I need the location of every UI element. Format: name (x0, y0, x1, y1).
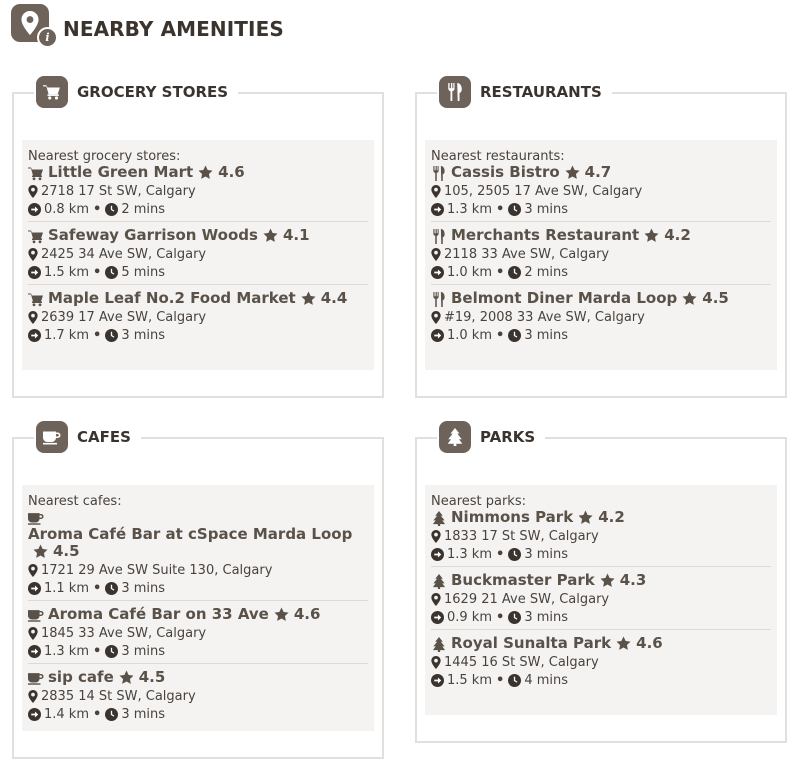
clock-icon (508, 266, 521, 279)
item-name-row (28, 669, 368, 686)
item-address: 2118 33 Ave SW, Calgary (444, 247, 610, 262)
item-time: 3 mins (524, 610, 569, 625)
item-distance: 1.0 km (447, 328, 492, 343)
cart-icon (28, 166, 44, 181)
tree-icon (431, 637, 447, 652)
rating-value: 4.5 (53, 542, 80, 560)
item-time: 2 mins (121, 202, 166, 217)
coffee-cup-icon (28, 608, 44, 623)
item-name[interactable]: Aroma Café Bar at cSpace Marda Loop (28, 525, 353, 543)
fork-knife-icon (431, 166, 447, 181)
map-pin-icon (28, 185, 38, 198)
item-distance: 0.9 km (447, 610, 492, 625)
map-pin-icon (431, 593, 441, 606)
item-name[interactable]: Royal Sunalta Park (451, 634, 612, 652)
item-distance: 1.3 km (44, 644, 89, 659)
star-icon (616, 636, 631, 651)
list-lead: Nearest restaurants: (431, 149, 565, 164)
parks-section (415, 428, 787, 743)
section-title: PARKS (480, 428, 536, 446)
item-distance-row (28, 644, 368, 659)
rating (301, 290, 348, 307)
map-pin-icon (28, 690, 38, 703)
item-name-row (28, 606, 368, 623)
item-name[interactable]: Maple Leaf No.2 Food Market (48, 289, 296, 307)
item-name[interactable]: Belmont Diner Marda Loop (451, 289, 678, 307)
item-name-row (431, 227, 771, 244)
item-name-row (28, 164, 368, 181)
map-pin-icon (28, 248, 38, 261)
item-name[interactable]: sip cafe (48, 668, 114, 686)
item-name[interactable]: Cassis Bistro (451, 163, 560, 181)
fork-knife-icon (439, 76, 471, 108)
item-distance-row (28, 581, 368, 596)
list-item[interactable] (28, 664, 368, 726)
star-icon (198, 165, 213, 180)
item-time: 3 mins (524, 547, 569, 562)
separator-dot: • (496, 673, 505, 688)
clock-icon (508, 611, 521, 624)
map-pin-icon (431, 656, 441, 669)
star-icon (682, 291, 697, 306)
item-name-row (431, 572, 771, 589)
item-address: 1845 33 Ave SW, Calgary (41, 626, 207, 641)
item-address: 2835 14 St SW, Calgary (41, 689, 196, 704)
item-address: 1445 16 St SW, Calgary (444, 655, 599, 670)
item-time: 4 mins (524, 673, 569, 688)
rating (616, 635, 663, 652)
item-address-row (28, 689, 368, 704)
item-distance-row (431, 547, 771, 562)
direction-arrow-icon (28, 582, 41, 595)
grocery-section (12, 83, 384, 398)
separator-dot: • (93, 581, 102, 596)
cart-icon (28, 292, 44, 307)
rating-value: 4.1 (282, 226, 310, 244)
item-address: #19, 2008 33 Ave SW, Calgary (444, 310, 645, 325)
item-distance-row (28, 707, 368, 722)
map-pin-icon (431, 311, 441, 324)
star-icon (578, 510, 593, 525)
item-address-row (431, 184, 771, 199)
separator-dot: • (496, 328, 505, 343)
item-address-row (28, 563, 368, 578)
item-address: 1629 21 Ave SW, Calgary (444, 592, 610, 607)
item-time: 3 mins (524, 202, 569, 217)
item-time: 3 mins (121, 581, 166, 596)
rating-value: 4.6 (636, 634, 663, 652)
rating-value: 4.2 (598, 508, 625, 526)
rating-value: 4.6 (218, 163, 245, 181)
item-distance-row (431, 610, 771, 625)
page-title: NEARBY AMENITIES (63, 17, 284, 41)
coffee-cup-icon (36, 421, 68, 453)
map-pin-icon (28, 627, 38, 640)
rating (565, 164, 612, 181)
item-distance-row (431, 265, 771, 280)
item-name[interactable]: Merchants Restaurant (451, 226, 640, 244)
item-distance: 1.1 km (44, 581, 89, 596)
clock-icon (105, 582, 118, 595)
parks-header (439, 421, 545, 453)
direction-arrow-icon (431, 266, 444, 279)
item-distance: 1.5 km (44, 265, 89, 280)
item-distance-row (431, 202, 771, 217)
separator-dot: • (93, 202, 102, 217)
item-address: 1833 17 St SW, Calgary (444, 529, 599, 544)
list-lead: Nearest grocery stores: (28, 149, 181, 164)
item-time: 5 mins (121, 265, 166, 280)
list-item[interactable] (28, 222, 368, 285)
item-address-row (28, 247, 368, 262)
tree-icon (431, 511, 447, 526)
item-distance: 0.8 km (44, 202, 89, 217)
cart-icon (36, 76, 68, 108)
separator-dot: • (496, 547, 505, 562)
list-item[interactable] (431, 164, 771, 222)
cafes-section (12, 428, 384, 759)
rating (644, 227, 691, 244)
item-address: 2425 34 Ave SW, Calgary (41, 247, 207, 262)
item-name-row (431, 635, 771, 652)
separator-dot: • (496, 610, 505, 625)
clock-icon (508, 548, 521, 561)
item-distance-row (28, 202, 368, 217)
list-item[interactable] (28, 164, 368, 222)
clock-icon (105, 708, 118, 721)
direction-arrow-icon (28, 329, 41, 342)
rating (263, 227, 310, 244)
item-time: 3 mins (121, 707, 166, 722)
tree-icon (431, 574, 447, 589)
item-time: 3 mins (121, 328, 166, 343)
map-pin-icon (431, 185, 441, 198)
item-distance-row (431, 328, 771, 343)
item-distance-row (28, 265, 368, 280)
map-pin-icon (431, 248, 441, 261)
star-icon (33, 544, 48, 559)
rating (578, 509, 625, 526)
star-icon (274, 607, 289, 622)
item-address-row (28, 184, 368, 199)
rating (600, 572, 647, 589)
direction-arrow-icon (431, 548, 444, 561)
map-pin-icon (28, 564, 38, 577)
star-icon (263, 228, 278, 243)
cafes-list (22, 485, 374, 731)
rating-value: 4.5 (138, 668, 166, 686)
item-distance: 1.5 km (447, 673, 492, 688)
list-lead: Nearest cafes: (28, 494, 122, 509)
list-item[interactable] (431, 285, 771, 347)
clock-icon (105, 203, 118, 216)
item-address: 2639 17 Ave SW, Calgary (41, 310, 207, 325)
grocery-header (36, 76, 238, 108)
rating (33, 543, 80, 560)
item-name[interactable]: Nimmons Park (451, 508, 574, 526)
direction-arrow-icon (28, 266, 41, 279)
rating (198, 164, 245, 181)
item-address-row (431, 655, 771, 670)
restaurants-section (415, 83, 787, 398)
coffee-cup-icon (28, 671, 44, 686)
separator-dot: • (93, 707, 102, 722)
coffee-cup-icon (28, 511, 44, 526)
separator-dot: • (496, 265, 505, 280)
direction-arrow-icon (28, 203, 41, 216)
star-icon (119, 670, 134, 685)
direction-arrow-icon (431, 611, 444, 624)
item-name-row (431, 164, 771, 181)
item-name-row (431, 509, 771, 526)
item-distance: 1.0 km (447, 265, 492, 280)
rating-value: 4.6 (293, 605, 321, 623)
section-title: GROCERY STORES (77, 83, 229, 101)
item-distance: 1.3 km (447, 202, 492, 217)
list-item[interactable] (28, 509, 368, 601)
page-header (11, 5, 284, 45)
restaurants-list (425, 140, 777, 370)
star-icon (565, 165, 580, 180)
item-distance-row (28, 328, 368, 343)
rating (274, 606, 321, 623)
direction-arrow-icon (28, 708, 41, 721)
section-title: CAFES (77, 428, 131, 446)
rating-value: 4.5 (702, 289, 729, 307)
direction-arrow-icon (431, 329, 444, 342)
rating (119, 669, 166, 686)
item-time: 3 mins (524, 328, 569, 343)
list-item[interactable] (431, 222, 771, 285)
item-name-row (28, 290, 368, 307)
item-address-row (431, 529, 771, 544)
clock-icon (105, 266, 118, 279)
tree-icon (439, 421, 471, 453)
location-info-icon: i (11, 2, 59, 48)
item-time: 2 mins (524, 265, 569, 280)
item-address-row (28, 310, 368, 325)
clock-icon (105, 645, 118, 658)
list-item[interactable] (28, 285, 368, 347)
separator-dot: • (93, 328, 102, 343)
rating-value: 4.2 (664, 226, 691, 244)
item-name[interactable]: Aroma Café Bar on 33 Ave (48, 605, 269, 623)
item-address: 1721 29 Ave SW Suite 130, Calgary (41, 563, 273, 578)
item-address-row (431, 247, 771, 262)
item-distance-row (431, 673, 771, 688)
item-name[interactable]: Little Green Mart (48, 163, 194, 181)
fork-knife-icon (431, 292, 447, 307)
direction-arrow-icon (431, 674, 444, 687)
clock-icon (508, 329, 521, 342)
list-item[interactable] (28, 601, 368, 664)
list-item[interactable] (431, 509, 771, 567)
rating-value: 4.7 (584, 163, 612, 181)
separator-dot: • (93, 265, 102, 280)
item-time: 3 mins (121, 644, 166, 659)
restaurants-header (439, 76, 612, 108)
item-address-row (431, 592, 771, 607)
star-icon (600, 573, 615, 588)
clock-icon (105, 329, 118, 342)
item-distance: 1.3 km (447, 547, 492, 562)
parks-list (425, 485, 777, 715)
cafes-header (36, 421, 141, 453)
item-address: 105, 2505 17 Ave SW, Calgary (444, 184, 643, 199)
item-address: 2718 17 St SW, Calgary (41, 184, 196, 199)
separator-dot: • (496, 202, 505, 217)
list-item[interactable] (431, 567, 771, 630)
star-icon (644, 228, 659, 243)
list-lead: Nearest parks: (431, 494, 526, 509)
direction-arrow-icon (431, 203, 444, 216)
cart-icon (28, 229, 44, 244)
fork-knife-icon (431, 229, 447, 244)
separator-dot: • (93, 644, 102, 659)
map-pin-icon (28, 311, 38, 324)
map-pin-icon (431, 530, 441, 543)
item-name[interactable]: Safeway Garrison Woods (48, 226, 258, 244)
item-address-row (28, 626, 368, 641)
section-title: RESTAURANTS (480, 83, 602, 101)
star-icon (301, 291, 316, 306)
rating (682, 290, 729, 307)
item-name-row (431, 290, 771, 307)
item-address-row (431, 310, 771, 325)
clock-icon (508, 203, 521, 216)
item-distance: 1.4 km (44, 707, 89, 722)
list-item[interactable] (431, 630, 771, 692)
item-distance: 1.7 km (44, 328, 89, 343)
rating-value: 4.4 (320, 289, 348, 307)
item-name-row (28, 509, 368, 560)
rating-value: 4.3 (619, 571, 647, 589)
item-name[interactable]: Buckmaster Park (451, 571, 595, 589)
item-name-row (28, 227, 368, 244)
direction-arrow-icon (28, 645, 41, 658)
grocery-list (22, 140, 374, 370)
clock-icon (508, 674, 521, 687)
